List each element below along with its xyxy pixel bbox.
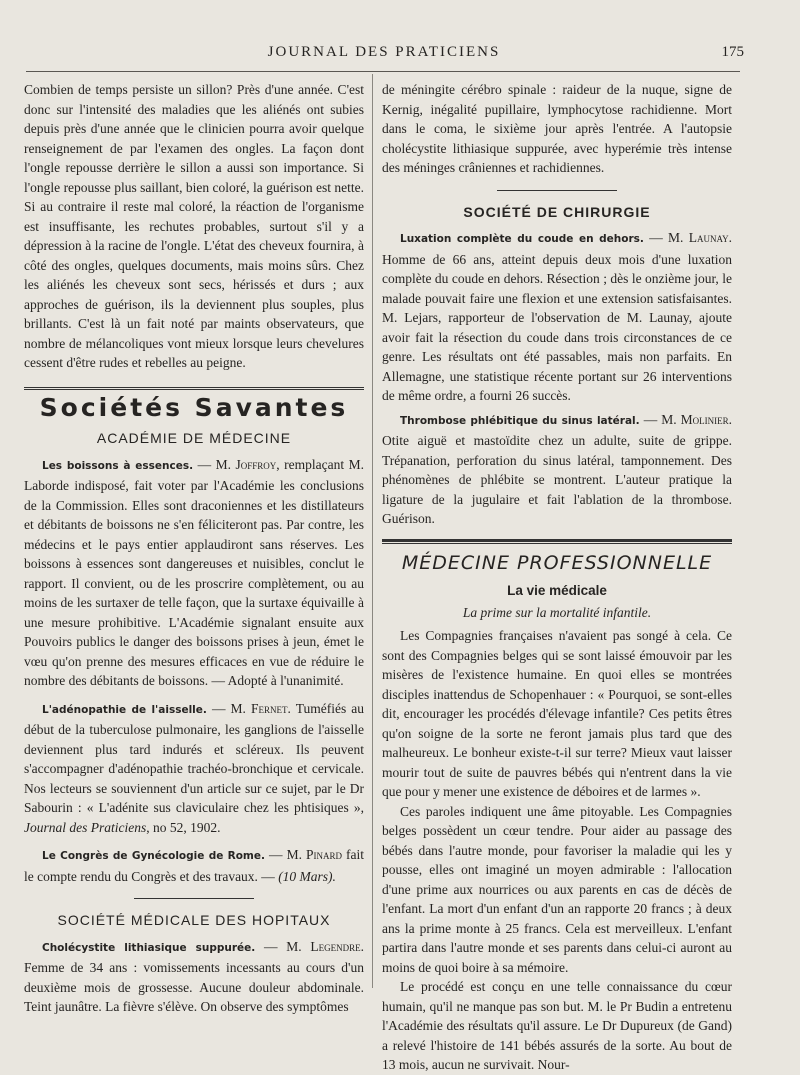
short-divider — [134, 898, 254, 899]
article-text: fait le compte rendu du Congrès et des travaux. — — [24, 847, 365, 884]
article-boissons: Les boissons à essences. — M. Joffroy, remplaçant M. Laborde indisposé, fait voter par l'Académie les conclusions de la Commission. Elles sont draconiennes et les distillateurs et débitants de boissons ne s'en féliciteront pas. Par contre, les médecins et le pays entier applaudiront sans réserves. Les boissons à essences sont dangereuses et nuisibles, conclut le rapport. Il convient, ou de les proscrire complètement, ou au moins de les surtaxer de telle façon, que la surtaxe équivaille à une mesure prohibitive. L'Académie signalant ensuite aux Pouvoirs publics le danger des boissons prises à jeun, émet le vœu qu'on prenne des mesures efficaces en vue de réduire le nombre des débitants de boissons. — Adopté à l'unanimité. — [24, 456, 365, 688]
right-column — [382, 80, 732, 1075]
section-rule — [382, 539, 732, 544]
article-author: M. Pinard — [286, 847, 342, 862]
page-header — [24, 44, 744, 64]
article-text: Femme de 34 ans : vomissements incessants au cours d'un deuxième mois de grossesse. Aucune douleur abdominale. Teint jaunâtre. La fièvre s'élève. On observe des symptômes — [24, 960, 364, 1014]
article-author: M. Legendre. — [286, 938, 365, 954]
body-paragraph: Le procédé est conçu en une telle connaissance du cœur humain, qu'il ne manque pas son but. M. le Pr Budin a entretenu l'Académie des résultats qu'il assure. Le Dr Dupureux (de Gand) a relevé l'histoire de 141 bébés assurés de la sorte. Au bout de 13 mois, aucun ne survivait. Nour- — [382, 979, 732, 1072]
article-date: (10 Mars). — [278, 868, 336, 884]
article-text: remplaçant M. Laborde indisposé, fait voter par l'Académie les conclusions de la Commission. Elles sont draconiennes et les distillateurs et débitants de boissons ne s'en féliciteront pas. Par contre, les médecins et le pays entier applaudiront sans réserves. Les boissons à essences sont dangereuses et nuisibles, conclut le rapport. Il convient, ou de les proscrire complètement, ou au moins de les surtaxer de telle façon, que la surtaxe équivaille à une mesure prohibitive. L'Académie signalant ensuite aux Pouvoirs publics le danger des boissons prises à jeun, émet le vœu qu'on prenne des mesures efficaces en vue de réduire le nombre des débitants de boissons. — Adopté à l'unanimité. — [24, 456, 365, 688]
journal-reference: Journal des Praticiens — [24, 819, 147, 835]
article-thrombose: Thrombose phlébitique du sinus latéral. — M. Molinier. Otite aiguë et mastoïdite chez un adulte, suite de grippe. Trépanation, perforation du sinus latéral, tamponnement. Des phénomènes de phlébite se montrent. L'auteur pratique la ligature de la jugulaire et fait l'ablation de la thrombose. Guérison. — [382, 411, 733, 526]
article-text: Homme de 66 ans, atteint depuis deux mois d'une luxation complète du coude en dehors. Résection ; dès le onzième jour, le malade pouvait faire une flexion et une extension satisfaisantes. M. Lejars, rapporteur de l'observation de M. Launay, ajoute avoir fait la résection du coude dans trois circonstances de ce genre. Les résultats ont été passables, mais non parfaits. En Allemagne, une statistique récente portant sur 26 interventions de même ordre, a fourni 26 succès. — [382, 251, 732, 403]
article-author: M. Launay. — [668, 230, 733, 245]
article-tag: Les boissons à essences. — [42, 459, 194, 472]
article-adenopathie: L'adénopathie de l'aisselle. — M. Fernet. Tuméfiés au début de la tuberculose pulmonaire, les ganglions de l'aisselle deviennent plus tard indurés et scléreux. Ils peuvent s'accompagner d'adénopathie trachéo-bronchique et cervicale. Nos lecteurs se souviennent d'un article sur ce sujet, par le Dr Sabourin : « L'adénite sus claviculaire chez les phtisiques », Journal des Praticiens, no 52, 1902. — [24, 700, 365, 835]
vie-medicale-heading: La vie médicale — [507, 583, 607, 598]
article-tag: L'adénopathie de l'aisselle. — [42, 703, 207, 716]
article-text: Otite aiguë et mastoïdite chez un adulte, suite de grippe. Trépanation, perforation du sinus latéral, tamponnement. Des phénomènes de phlébite se montrent. L'auteur pratique la ligature de la jugulaire et fait l'ablation de la thrombose. Guérison. — [382, 433, 732, 526]
hopitaux-heading: SOCIÉTÉ MÉDICALE DES HOPITAUX — [57, 912, 331, 928]
left-column — [24, 80, 364, 1017]
chirurgie-heading: SOCIÉTÉ DE CHIRURGIE — [463, 203, 651, 220]
section-rule — [24, 387, 364, 390]
body-paragraph: Les Compagnies françaises n'avaient pas songé à cela. Ce sont des Compagnies belges qui se sont laissé émouvoir par les misères de l'existence humaine. En quoi elles se montrées disciples inattendus de Schopenhauer : « Pourquoi, se sont-elles dit, encourager les procédés d'élevage infantile? Ces petits êtres qu'on soigne de la sorte ne feront jamais plus tard que des malheureux. Le bonheur existe-t-il sur terre? Mieux vaut laisser mourir tout de suite de pauvres bébés qui n'entrent dans la vie que pour y mener une existence de déboires et de larmes ». — [382, 628, 732, 799]
article-tag: Luxation complète du coude en dehors. — [400, 233, 644, 245]
continued-paragraph: de méningite cérébro spinale : raideur de la nuque, signe de Kernig, inégalité pupillaire, lymphocytose rachidienne. Mort dans le coma, le sixième jour après l'entrée. A l'autopsie cholécystite lithiasique suppurée, avec hyperémie très intense des méninges crâniennes et rachidiennes. — [382, 82, 732, 175]
article-author: M. Fernet. — [230, 700, 291, 716]
article-congres: Le Congrès de Gynécologie de Rome. — M. Pinard fait le compte rendu du Congrès et des travaux. — (10 Mars). — [24, 847, 365, 884]
academie-heading: ACADÉMIE DE MÉDECINE — [96, 430, 292, 446]
medecine-professionnelle-heading: MÉDECINE PROFESSIONNELLE — [401, 551, 713, 574]
vie-medicale-subtitle: La prime sur la mortalité infantile. — [462, 604, 652, 620]
column-divider — [372, 74, 373, 988]
journal-reference-number: , no 52, 1902. — [146, 819, 221, 835]
header-rule — [26, 71, 740, 72]
article-author: M. Joffroy, — [215, 456, 280, 472]
article-author: M. Molinier. — [661, 411, 733, 427]
article-luxation: Luxation complète du coude en dehors. — M. Launay. Homme de 66 ans, atteint depuis deux mois d'une luxation complète du coude en dehors. Résection ; dès le onzième jour, le malade pouvait faire une flexion et une extension satisfaisantes. M. Lejars, rapporteur de l'observation de M. Launay, ajoute avoir fait la résection du coude dans trois circonstances de ce genre. Les résultats ont été passables, mais non parfaits. En Allemagne, une statistique récente portant sur 26 interventions de même ordre, a fourni 26 succès. — [382, 230, 733, 403]
intro-paragraph: Combien de temps persiste un sillon? Près d'une année. C'est donc sur l'intensité des maladies que les aliénés ont subies depuis près d'une année que le clinicien pourra avoir quelque renseignement de par l'examen des ongles. La façon dont l'ongle repousse derrière le sillon a aussi son importance. Si l'ongle repousse plus saillant, bien coloré, la guérison est nette. Si au contraire il reste mal coloré, la réaction de l'organisme est insuffisante, les rechutes probables, surtout s'il y a dépression à la racine de l'ongle. L'état des cheveux fournira, à côté des ongles, quelques documents, mais moins sûrs. Chez les aliénés les cheveux sont secs, hérissés et durs ; aux approches de guérison, ils la deviennent plus souples, plus brillants. C'est là un fait noté par maints observateurs, que nombre de mélancoliques vont mieux lorsque leurs chevelures cessent d'être rudes et rebelles au peigne. — [24, 82, 364, 370]
societes-savantes-heading: Sociétés Savantes — [39, 392, 349, 422]
journal-title: JOURNAL DES PRATICIENS — [267, 44, 501, 60]
body-paragraph: Ces paroles indiquent une âme pitoyable. Les Compagnies belges possèdent un cœur tendre. Pour aider au passage des bébés dans l'autre monde, pour favoriser la maladie qui les y pousse, elles ont imaginé un moyen admirable : l'allocation d'une prime aux nourrices ou aux parents en cas de décès de l'enfant. La mort d'un enfant d'un an rapporte 20 francs ; à deux ans la prime monte à 25 francs. Cela est merveilleux. L'enfant partira dans l'autre monde et ses parents dans celui-ci auront au moins de quoi boire à sa mémoire. — [382, 803, 732, 975]
page-number: 175 — [721, 44, 744, 60]
article-tag: Le Congrès de Gynécologie de Rome. — [42, 850, 265, 862]
article-tag: Thrombose phlébitique du sinus latéral. — [400, 414, 640, 427]
short-divider — [497, 190, 617, 191]
article-text: Tuméfiés au début de la tuberculose pulmonaire, les ganglions de l'aisselle deviennent plus tard indurés et scléreux. Ils peuvent s'accompagner d'adénopathie trachéo-bronchique et cervicale. Nos lecteurs se souviennent d'un article sur ce sujet, par le Dr Sabourin : « L'adénite sus claviculaire chez les phtisiques », — [24, 700, 365, 815]
article-tag: Cholécystite lithiasique suppurée. — [42, 941, 256, 954]
article-cholecystite: Cholécystite lithiasique suppurée. — M. Legendre. Femme de 34 ans : vomissements incessants au cours d'un deuxième mois de grossesse. Aucune douleur abdominale. Teint jaunâtre. La fièvre s'élève. On observe des symptômes — [24, 938, 365, 1014]
